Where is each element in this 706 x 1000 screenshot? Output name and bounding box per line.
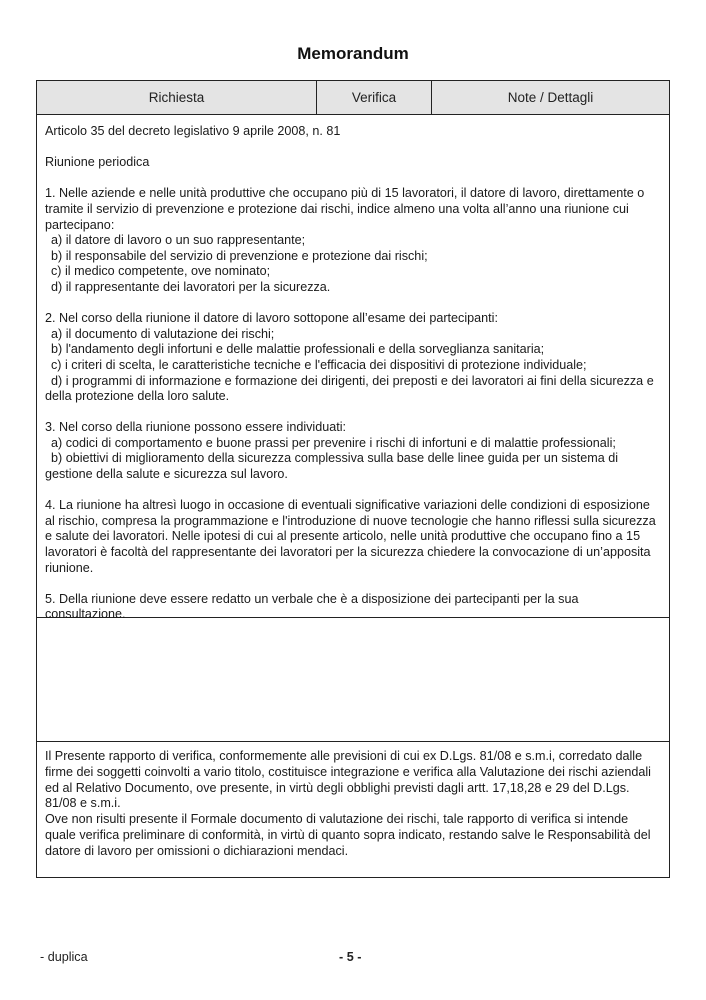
article-paragraph	[45, 498, 661, 576]
paragraph-list-item: d) i programmi di informazione e formazione dei dirigenti, dei preposti e dei lavoratori ai fini della sicurezza e della protezione della loro salute.	[45, 373, 654, 404]
article-cell	[37, 115, 669, 622]
page-number: - 5 -	[339, 950, 362, 964]
document-title: Memorandum	[297, 44, 409, 63]
paragraph-list-item: a) il datore di lavoro o un suo rappresentante;	[51, 233, 306, 248]
paragraph-list-item: b) il responsabile del servizio di prevenzione e protezione dai rischi;	[51, 248, 428, 263]
header-note-dettagli: Note / Dettagli	[507, 90, 594, 105]
paragraph-text: 4. La riunione ha altresì luogo in occasione di eventuali significative variazioni delle condizioni di esposizione al rischio, compresa la programmazione e l'introduzione di nuove tecnologie che hanno riflessi sulla sicurezza e salute dei lavoratori. Nelle ipotesi di cui al presente articolo, nelle unità produttive che occupano fino a 15 lavoratori è facoltà del rappresentante dei lavoratori per la sicurezza chiedere la convocazione di un’apposita riunione.	[45, 498, 656, 575]
paragraph-text: 3. Nel corso della riunione possono essere individuati:	[45, 420, 347, 435]
paragraph-list-item: c) i criteri di scelta, le caratteristiche tecniche e l'efficacia dei dispositivi di protezione individuale;	[51, 357, 587, 372]
article-paragraph	[45, 420, 661, 482]
paragraph-list-item: a) codici di comportamento e buone prassi per prevenire i rischi di infortuni e di malattie professionali;	[51, 435, 616, 450]
paragraph-text: 1. Nelle aziende e nelle unità produttive che occupano più di 15 lavoratori, il datore di lavoro, direttamente o tramite il servizio di prevenzione e protezione dai rischi, indice almeno una volta all’anno una riunione cui partecipano:	[45, 186, 645, 232]
header-verifica: Verifica	[317, 81, 432, 114]
paragraph-text: 2. Nel corso della riunione il datore di lavoro sottopone all’esame dei partecipanti:	[45, 311, 498, 326]
article-heading: Articolo 35 del decreto legislativo 9 aprile 2008, n. 81	[45, 124, 341, 138]
article-paragraphs	[45, 186, 661, 623]
paragraph-list-item: a) il documento di valutazione dei rischi;	[51, 326, 275, 341]
table-header-row	[37, 81, 669, 115]
disclaimer-cell	[37, 742, 669, 877]
header-richiesta: Richiesta	[37, 81, 317, 114]
paragraph-list-item: c) il medico competente, ove nominato;	[51, 264, 271, 279]
disclaimer-text-1: Il Presente rapporto di verifica, conformemente alle previsioni di cui ex D.Lgs. 81/08 e s.m.i, corredato dalle firme dei soggetti coinvolti a vario titolo, costituisce integrazione e verifica alla Valutazione dei rischi aziendali ed al Relativo Documento, ove presente, in virtù degli obblighi previsti dagli artt. 17,18,28 e 29 del D.Lgs. 81/08 e s.m.i.	[45, 749, 651, 811]
page-footer-label: - duplica	[40, 950, 88, 964]
notes-cell[interactable]	[37, 618, 669, 742]
article-paragraph	[45, 186, 661, 295]
paragraph-list-item: b) obiettivi di miglioramento della sicurezza complessiva sulla base delle linee guida per un sistema di gestione della salute e sicurezza sul lavoro.	[45, 451, 619, 482]
memorandum-table	[36, 80, 670, 878]
article-paragraph	[45, 311, 661, 405]
paragraph-list-item: b) l'andamento degli infortuni e delle malattie professionali e della sorveglianza sanitaria;	[51, 342, 545, 357]
article-subtitle: Riunione periodica	[45, 155, 150, 170]
paragraph-list-item: d) il rappresentante dei lavoratori per la sicurezza.	[51, 279, 331, 294]
disclaimer-text-2: Ove non risulti presente il Formale documento di valutazione dei rischi, tale rapporto di verifica si intende quale verifica preliminare di conformità, in virtù di quanto sopra indicato, restando salve le Responsabilità del datore di lavoro per omissioni o dichiarazioni mendaci.	[45, 812, 651, 858]
paragraph-text: 5. Della riunione deve essere redatto un verbale che è a disposizione dei partecipanti per la sua consultazione.	[45, 591, 579, 622]
